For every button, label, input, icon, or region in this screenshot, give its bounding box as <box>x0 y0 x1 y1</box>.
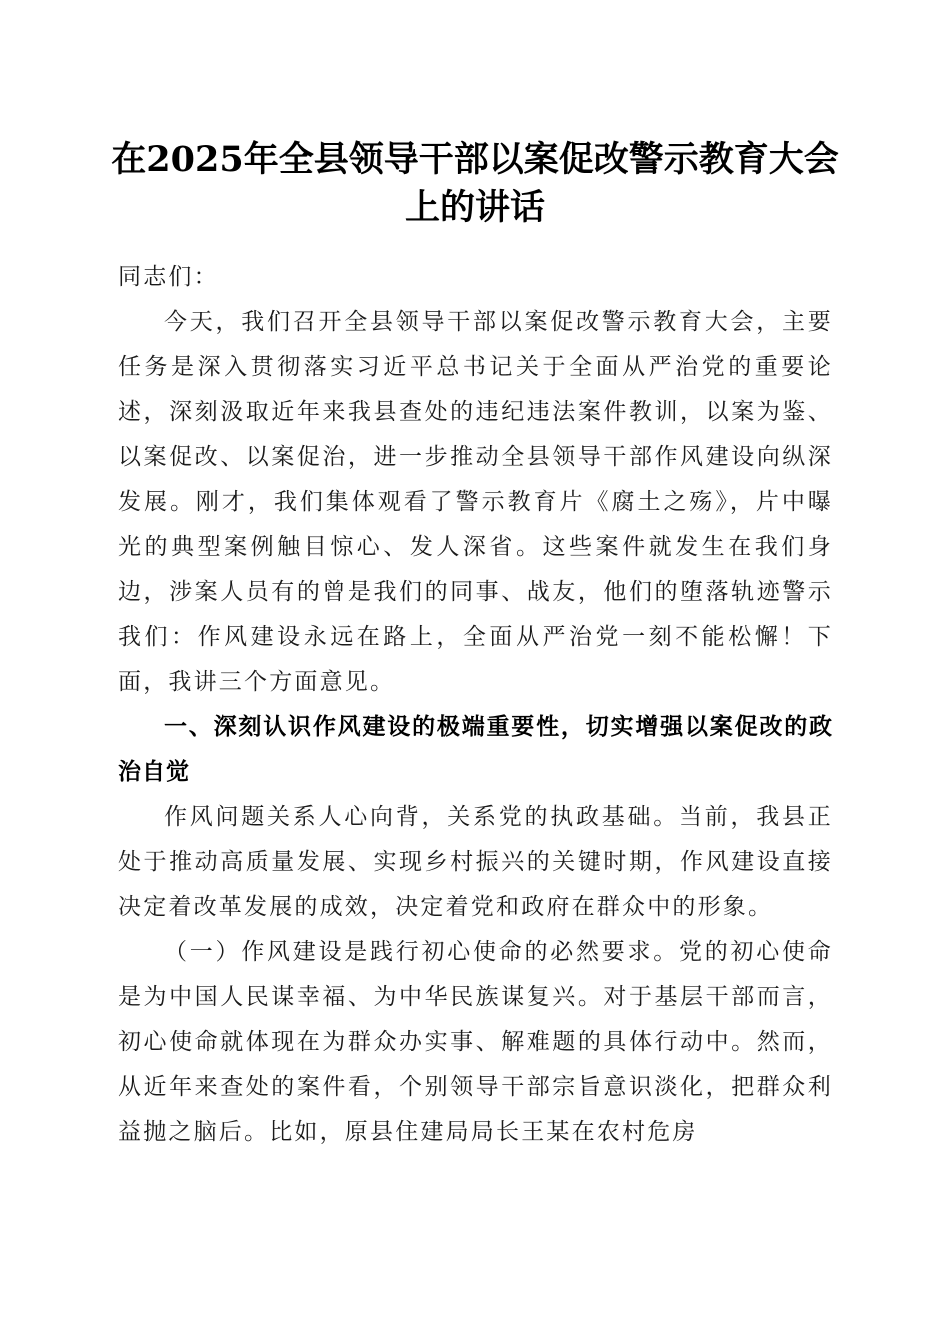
section-heading-1: 一、深刻认识作风建设的极端重要性，切实增强以案促改的政治自觉 <box>118 714 833 785</box>
salutation: 同志们： <box>118 264 219 290</box>
intro-paragraph: 今天，我们召开全县领导干部以案促改警示教育大会，主要任务是深入贯彻落实习近平总书记关于全面从严治党的重要论述，深刻汲取近年来我县查处的违纪违法案件教训，以案为鉴、以案促改、以案促治，进一步推动全县领导干部作风建设向纵深发展。刚才，我们集体观看了警示教育片《腐土之殇》，片中曝光的典型案例触目惊心、发人深省。这些案件就发生在我们身边，涉案人员有的曾是我们的同事、战友，他们的堕落轨迹警示我们：作风建设永远在路上，全面从严治党一刻不能松懈！下面，我讲三个方面意见。 <box>118 309 833 695</box>
document-title: 在2025年全县领导干部以案促改警示教育大会上的讲话 <box>111 139 839 228</box>
document-body <box>118 255 833 1155</box>
section-1-paragraph: 作风问题关系人心向背，关系党的执政基础。当前，我县正处于推动高质量发展、实现乡村振兴的关键时期，作风建设直接决定着改革发展的成效，决定着党和政府在群众中的形象。 <box>118 804 833 920</box>
subsection-1-paragraph: （一）作风建设是践行初心使命的必然要求。党的初心使命是为中国人民谋幸福、为中华民族谋复兴。对于基层干部而言，初心使命就体现在为群众办实事、解难题的具体行动中。然而，从近年来查处的案件看，个别领导干部宗旨意识淡化，把群众利益抛之脑后。比如，原县住建局局长王某在农村危房 <box>118 939 833 1145</box>
